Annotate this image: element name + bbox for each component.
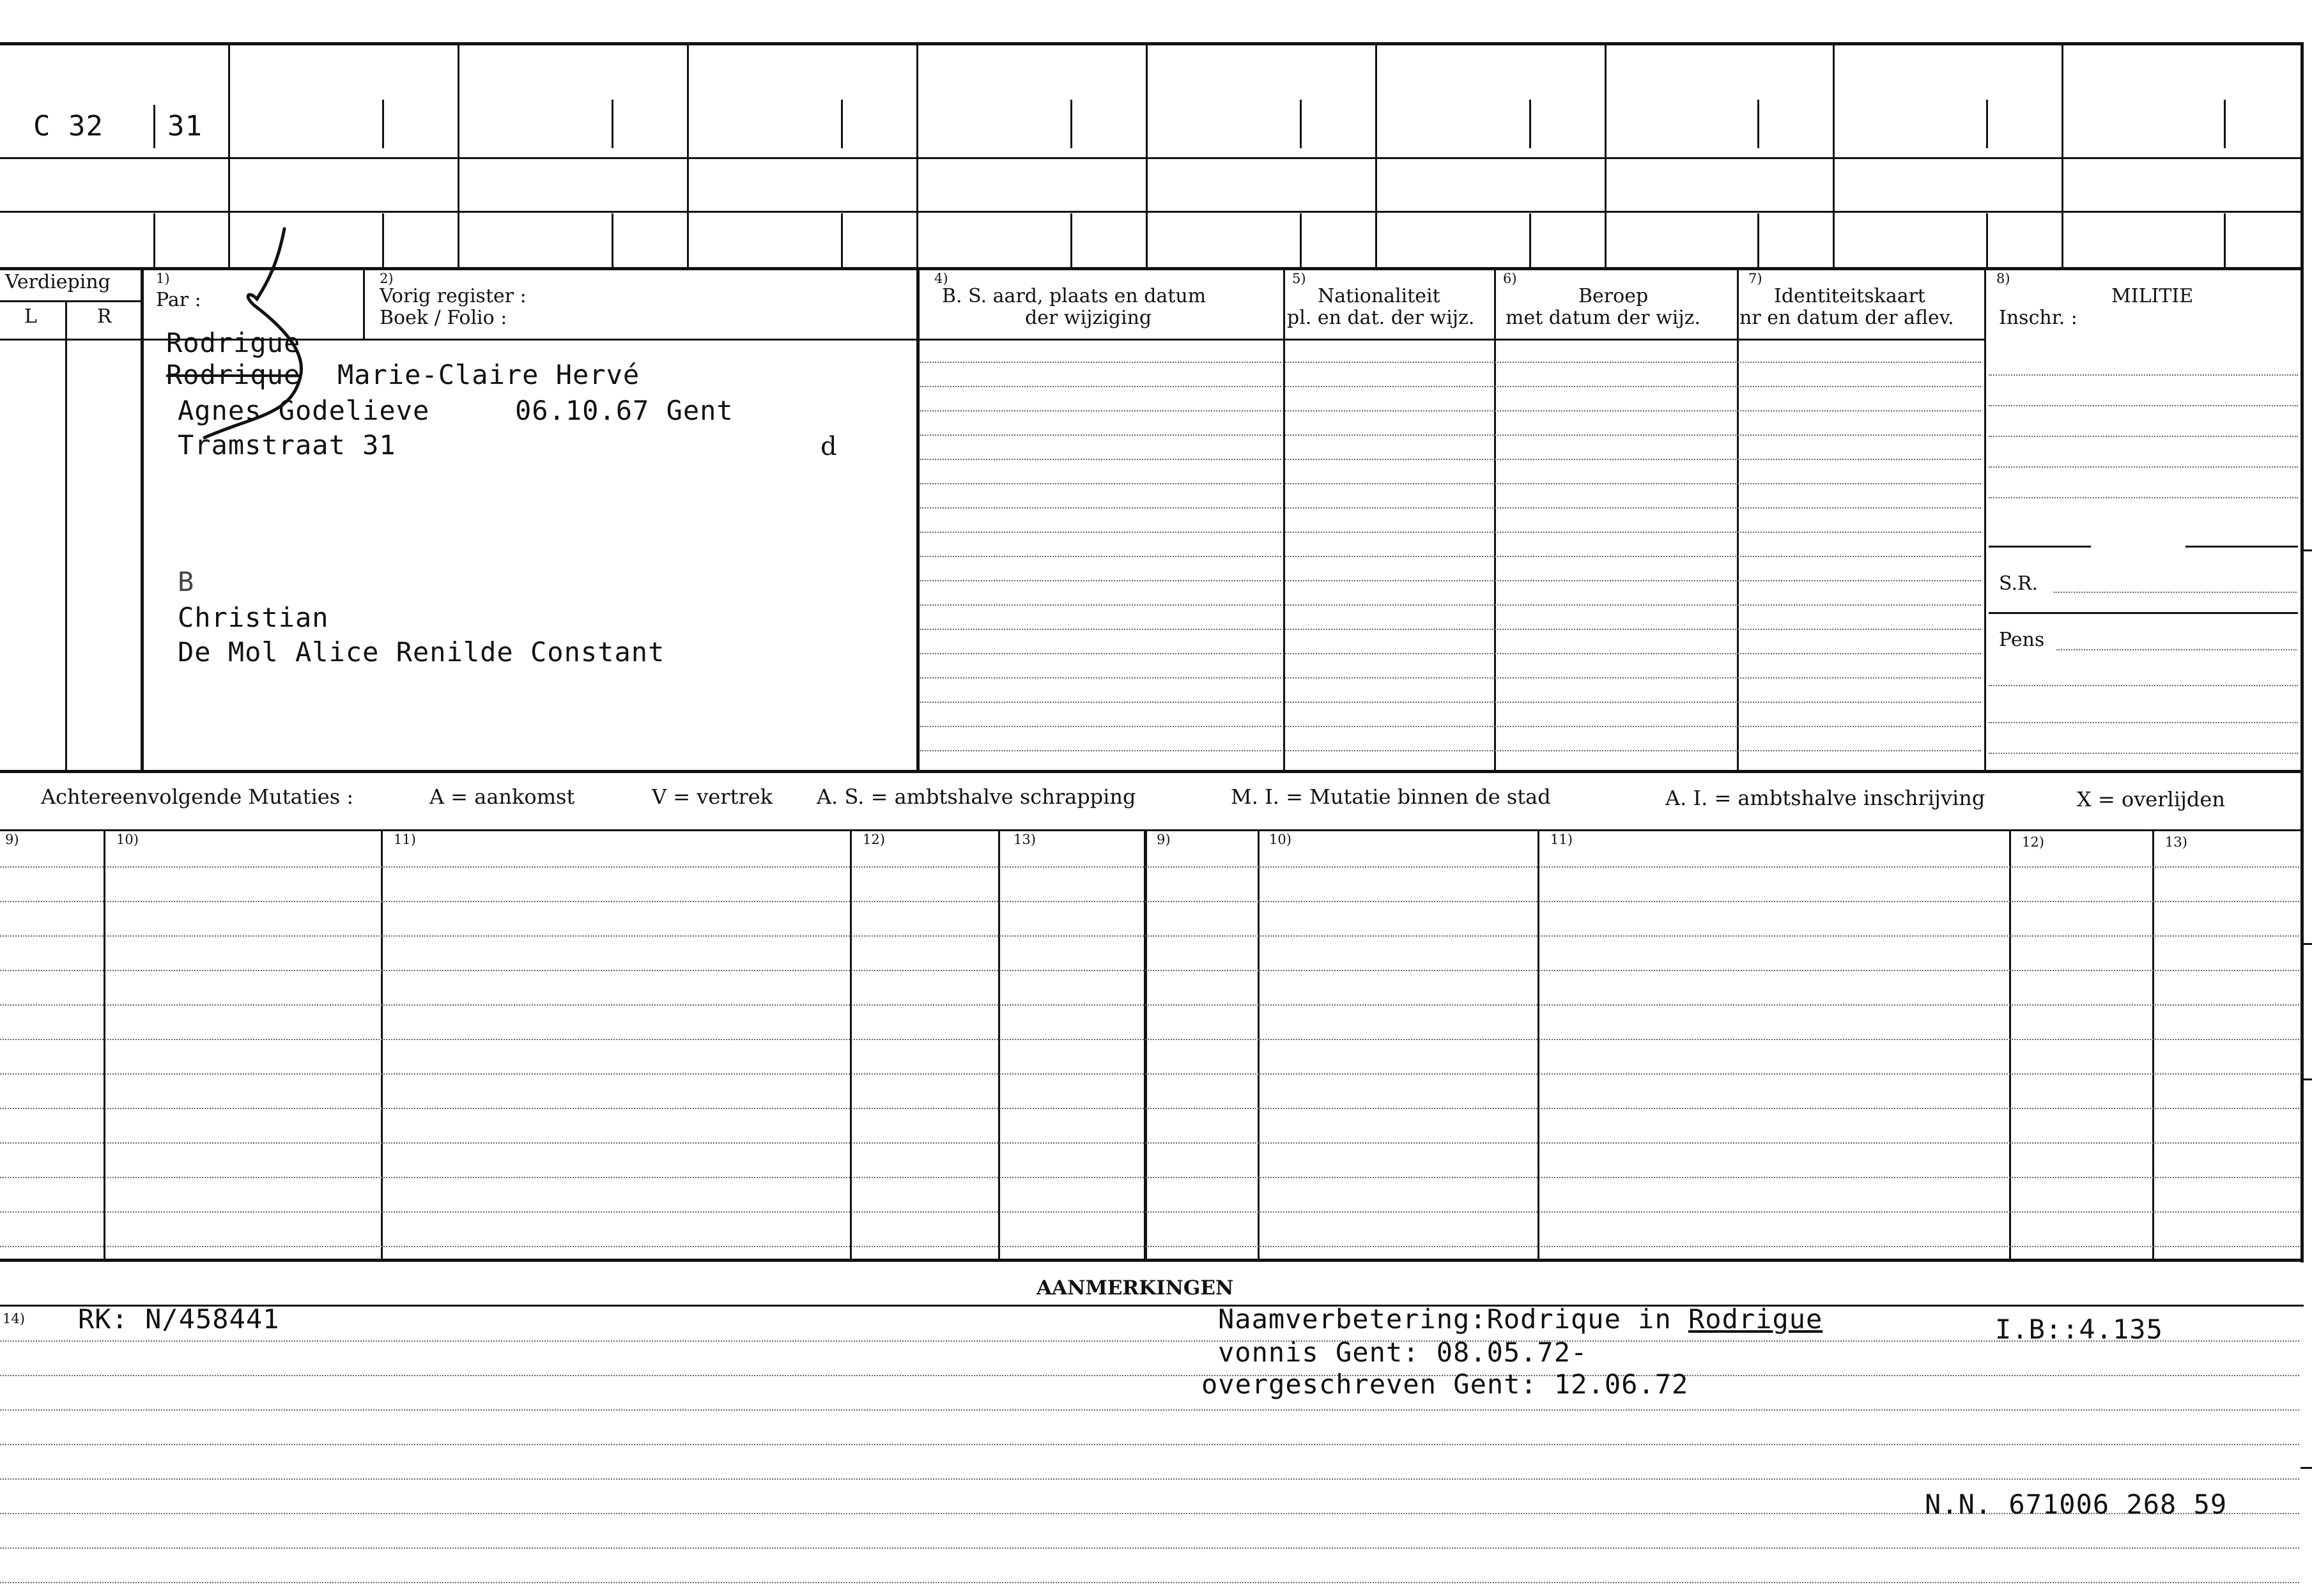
- grid-line: [1833, 42, 1835, 267]
- ruled-line: [0, 970, 2299, 971]
- ruled-line: [0, 1582, 2299, 1583]
- ruled-line: [920, 556, 1981, 557]
- parent-first-name: Christian: [178, 602, 329, 633]
- legend-arrival: A = aankomst: [429, 785, 575, 809]
- header-4-number: 4): [934, 271, 948, 286]
- grid-tick: [382, 213, 384, 267]
- top-grid-cell-2: 31: [167, 110, 203, 142]
- grid-line: [141, 267, 144, 770]
- ruled-line: [0, 1039, 2299, 1040]
- grid-tick: [1529, 100, 1531, 148]
- verdieping-l-label: L: [24, 305, 37, 328]
- first-names: Marie-Claire Hervé: [337, 359, 640, 390]
- ruled-line: [920, 362, 1981, 363]
- ruled-line: [920, 386, 1981, 387]
- ruled-line: [1989, 374, 2298, 376]
- legend-internal-move: M. I. = Mutatie binnen de stad: [1231, 785, 1551, 809]
- grid-line: [1144, 829, 1147, 1259]
- header-6-line-1: Beroep: [1578, 285, 1649, 307]
- grid-line: [1989, 546, 2091, 548]
- ruled-line: [2056, 649, 2297, 650]
- ruled-line: [920, 459, 1981, 460]
- verdieping-label: Verdieping: [5, 271, 111, 293]
- grid-line: [1537, 829, 1539, 1259]
- grid-line: [458, 42, 459, 267]
- grid-tick: [1529, 213, 1531, 267]
- ruled-line: [1989, 466, 2298, 468]
- grid-line: [998, 829, 1000, 1259]
- header-2-line-2: Boek / Folio :: [380, 307, 507, 329]
- top-grid-cell-1: C 32: [33, 110, 104, 142]
- mutation-col-11-left: 11): [394, 832, 416, 847]
- sr-label: S.R.: [1999, 572, 2038, 595]
- grid-line: [1283, 267, 1285, 770]
- grid-tick: [841, 213, 843, 267]
- grid-line: [2062, 42, 2063, 267]
- mutation-col-10-right: 10): [1269, 832, 1291, 847]
- legend-official-removal: A. S. = ambtshalve schrapping: [817, 785, 1136, 809]
- grid-line: [2152, 829, 2154, 1259]
- header-8-number: 8): [1996, 271, 2010, 286]
- grid-tick: [1986, 100, 1988, 148]
- ruled-line: [920, 750, 1981, 751]
- rk-number: RK: N/458441: [78, 1303, 280, 1335]
- ruled-line: [0, 1375, 2299, 1376]
- handwritten-pen-stroke: [153, 224, 364, 454]
- grid-line: [850, 829, 852, 1259]
- mutation-col-13-left: 13): [1013, 832, 1036, 847]
- militie-inschr-label: Inschr. :: [1999, 307, 2077, 329]
- grid-tick: [612, 100, 613, 148]
- header-7-line-2: nr en datum der aflev.: [1739, 307, 1954, 329]
- ruled-line: [920, 580, 1981, 581]
- national-number: N.N. 671006 268 59: [1925, 1489, 2228, 1520]
- legend-official-registration: A. I. = ambtshalve inschrijving: [1665, 786, 1985, 810]
- ruled-line: [1989, 722, 2298, 723]
- grid-line: [1984, 267, 1986, 770]
- grid-line: [381, 829, 383, 1259]
- parent-code: B: [178, 566, 195, 597]
- ruled-line: [2054, 592, 2297, 593]
- edge-tick: [2300, 1078, 2312, 1080]
- ruled-line: [0, 1478, 2299, 1480]
- grid-tick: [2224, 213, 2226, 267]
- ruled-line: [920, 507, 1981, 509]
- grid-tick: [1070, 100, 1072, 148]
- grid-tick: [1757, 213, 1759, 267]
- ruled-line: [920, 653, 1981, 654]
- remarks-title: AANMERKINGEN: [1037, 1277, 1234, 1300]
- birth-date-place: 06.10.67 Gent: [515, 395, 734, 426]
- ruled-line: [920, 629, 1981, 630]
- header-4-line-1: B. S. aard, plaats en datum: [942, 285, 1206, 307]
- grid-tick: [1300, 213, 1302, 267]
- legend-title: Achtereenvolgende Mutaties :: [41, 785, 354, 809]
- ruled-line: [1989, 753, 2298, 754]
- pens-label: Pens: [1999, 629, 2045, 651]
- grid-line: [104, 829, 105, 1259]
- ruled-line: [0, 1409, 2299, 1411]
- grid-line: [0, 300, 141, 302]
- verdieping-r-label: R: [97, 305, 112, 328]
- ruled-line: [920, 726, 1981, 727]
- mutation-col-12-right: 12): [2022, 834, 2044, 850]
- ruled-line: [0, 1246, 2299, 1247]
- transcription-note: overgeschreven Gent: 12.06.72: [1201, 1369, 1689, 1400]
- grid-line: [65, 300, 67, 770]
- header-7-number: 7): [1748, 271, 1762, 286]
- grid-tick: [382, 100, 384, 148]
- header-5-line-2: pl. en dat. der wijz.: [1287, 307, 1475, 329]
- ruled-line: [920, 677, 1981, 679]
- grid-tick: [1986, 213, 1988, 267]
- header-1-number: 1): [156, 271, 170, 286]
- ruled-line: [0, 1211, 2299, 1213]
- name-correction: [1218, 1303, 1823, 1335]
- ruled-line: [0, 1142, 2299, 1144]
- grid-line: [1737, 267, 1739, 770]
- ruled-line: [920, 410, 1981, 411]
- ruled-line: [0, 935, 2299, 937]
- header-6-line-2: met datum der wijz.: [1506, 307, 1700, 329]
- ruled-line: [0, 901, 2299, 902]
- legend-departure: V = vertrek: [652, 785, 773, 809]
- legend-death: X = overlijden: [2077, 787, 2225, 811]
- ruled-line: [920, 604, 1981, 606]
- grid-tick: [1070, 213, 1072, 267]
- militie-title: MILITIE: [2111, 285, 2194, 307]
- ruled-line: [0, 1547, 2299, 1549]
- header-7-line-1: Identiteitskaart: [1774, 285, 1925, 307]
- grid-line: [1258, 829, 1260, 1259]
- parent-second-name: De Mol Alice Renilde Constant: [178, 636, 665, 668]
- ruled-line: [0, 1444, 2299, 1445]
- ruled-line: [0, 1340, 2299, 1342]
- header-4-line-2: der wijziging: [1025, 307, 1152, 329]
- grid-line: [1375, 42, 1377, 267]
- ruled-line: [920, 434, 1981, 436]
- mutation-col-13-right: 13): [2165, 834, 2187, 850]
- header-1-label: Par :: [156, 289, 201, 311]
- grid-line: [2009, 829, 2011, 1259]
- middle-names: Agnes Godelieve: [178, 395, 430, 426]
- ruled-line: [0, 1004, 2299, 1006]
- mutation-col-9-left: 9): [5, 832, 19, 847]
- mutation-col-11-right: 11): [1550, 832, 1573, 847]
- grid-tick: [1757, 100, 1759, 148]
- grid-line: [0, 157, 2304, 159]
- crossed-out-surname: Rodrique: [166, 359, 301, 390]
- remarks-number: 14): [3, 1311, 25, 1326]
- header-2-number: 2): [380, 271, 394, 286]
- edge-tick: [2300, 1467, 2312, 1469]
- remarks-header-border: [0, 1305, 2304, 1307]
- ruled-line: [920, 702, 1981, 703]
- ruled-line: [1989, 685, 2298, 686]
- edge-tick: [2300, 943, 2312, 945]
- name-correction-text: Naamverbetering:Rodrique in: [1218, 1303, 1689, 1335]
- ib-number: I.B::4.135: [1995, 1314, 2163, 1345]
- grid-tick: [1300, 100, 1302, 148]
- section-bottom-border: [0, 770, 2304, 773]
- ruled-line: [0, 1073, 2299, 1075]
- grid-line: [1494, 267, 1496, 770]
- edge-tick: [2300, 549, 2312, 551]
- header-5-line-1: Nationaliteit: [1318, 285, 1440, 307]
- mutations-bottom-border: [0, 1259, 2304, 1262]
- grid-line: [2185, 546, 2298, 548]
- grid-tick: [612, 213, 613, 267]
- grid-line: [0, 211, 2304, 213]
- corrected-name: Rodrigue: [1688, 1303, 1823, 1335]
- mark-letter: d: [821, 432, 838, 461]
- corrected-surname: Rodrigue: [166, 327, 301, 358]
- grid-tick: [2224, 100, 2226, 148]
- ruled-line: [1989, 497, 2298, 498]
- header-6-number: 6): [1503, 271, 1517, 286]
- grid-line: [687, 42, 689, 267]
- ruled-line: [0, 866, 2299, 868]
- ruled-line: [0, 1177, 2299, 1178]
- mutations-top-border: [0, 829, 2304, 831]
- grid-line: [1989, 612, 2298, 614]
- court-verdict: vonnis Gent: 08.05.72-: [1218, 1337, 1588, 1368]
- grid-line: [916, 267, 920, 770]
- header-2-line-1: Vorig register :: [380, 285, 527, 307]
- grid-line: [1605, 42, 1607, 267]
- mutation-col-10-left: 10): [116, 832, 139, 847]
- mutation-col-9-right: 9): [1157, 832, 1171, 847]
- ruled-line: [0, 1108, 2299, 1109]
- ruled-line: [920, 483, 1981, 484]
- grid-tick: [841, 100, 843, 148]
- mutation-col-12-left: 12): [863, 832, 885, 847]
- ruled-line: [1989, 405, 2298, 406]
- grid-tick: [153, 105, 155, 148]
- grid-line: [916, 42, 918, 267]
- ruled-line: [920, 532, 1981, 533]
- address: Tramstraat 31: [178, 429, 396, 461]
- ruled-line: [1989, 436, 2298, 437]
- header-5-number: 5): [1292, 271, 1306, 286]
- grid-line: [1146, 42, 1148, 267]
- top-border: [0, 42, 2304, 45]
